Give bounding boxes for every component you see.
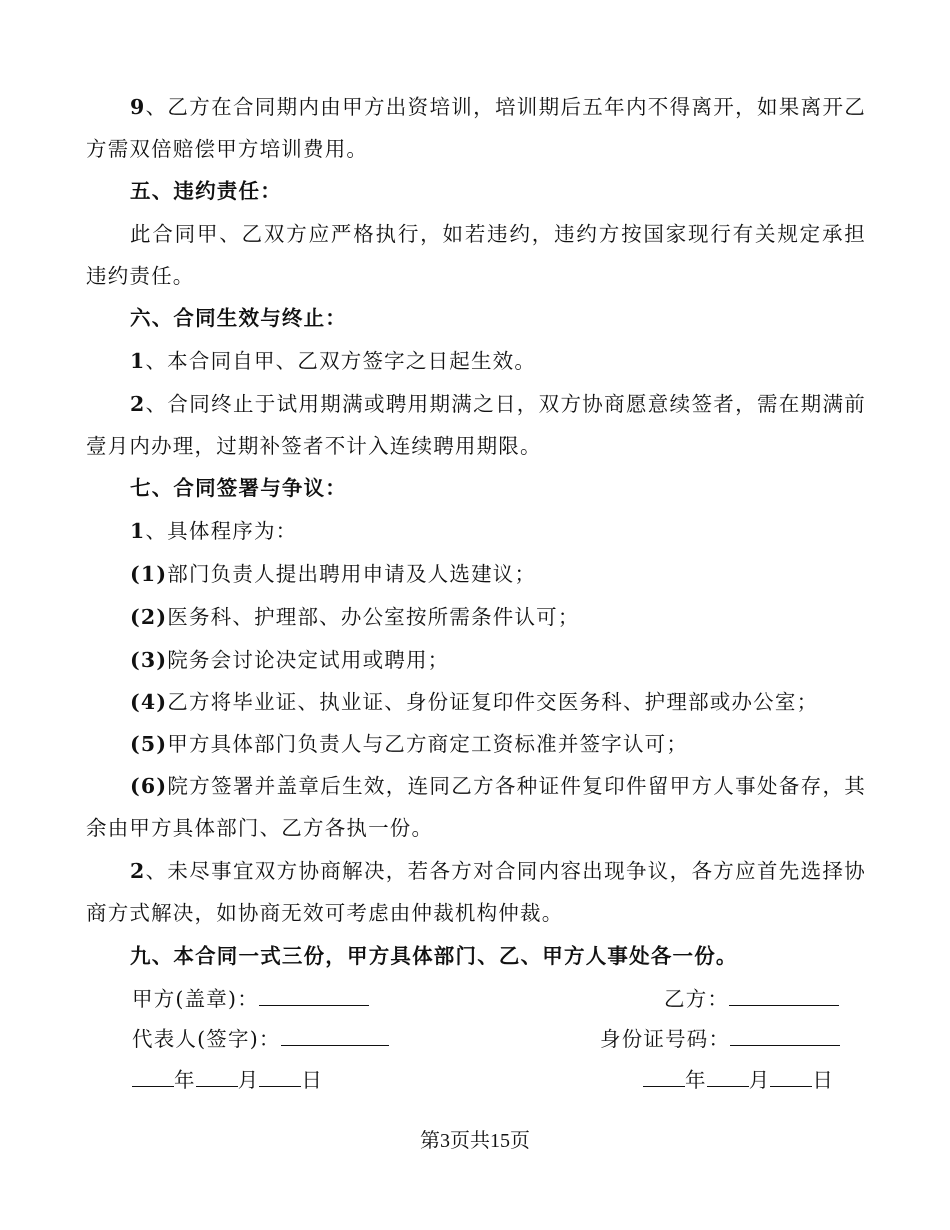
year-label: 年 (685, 1068, 707, 1092)
section-6-item-2 (86, 383, 866, 467)
party-a-date (132, 1066, 323, 1094)
section-7-item-2 (86, 850, 866, 934)
party-a-blank (259, 985, 369, 1006)
clause-9 (86, 86, 866, 170)
party-b-label: 乙方： (664, 987, 730, 1011)
section-6-heading: 六、合同生效与终止： (130, 306, 347, 330)
item-number: 2 (130, 392, 146, 416)
section-5-heading: 五、违约责任： (130, 179, 282, 203)
step-number: (2) (130, 605, 168, 629)
step-2 (86, 596, 866, 638)
month-blank (196, 1066, 238, 1087)
step-number: (1) (130, 562, 168, 586)
step-text: 医务科、护理部、办公室按所需条件认可； (167, 605, 580, 629)
day-blank (259, 1066, 301, 1087)
day-label: 日 (301, 1068, 324, 1092)
representative-blank (281, 1025, 389, 1046)
party-b-date (643, 1066, 834, 1094)
step-text: 甲方具体部门负责人与乙方商定工资标准并签字认可； (167, 732, 689, 756)
year-label: 年 (174, 1068, 196, 1092)
step-text: 乙方将毕业证、执业证、身份证复印件交医务科、护理部或办公室； (167, 690, 819, 714)
item-number: 2 (130, 859, 146, 883)
step-number: (6) (130, 774, 168, 798)
step-text: 部门负责人提出聘用申请及人选建议； (167, 562, 537, 586)
item-number: 1 (130, 519, 146, 543)
representative-signature (132, 1025, 389, 1053)
month-label: 月 (237, 1068, 260, 1092)
section-7-item-1 (86, 510, 866, 552)
step-number: (5) (130, 732, 168, 756)
id-number-field (600, 1025, 840, 1053)
step-5 (86, 723, 866, 765)
item-text: 、具体程序为： (145, 519, 298, 543)
section-7-heading: 七、合同签署与争议： (130, 476, 347, 500)
step-number: (3) (130, 648, 168, 672)
step-text: 院方签署并盖章后生效，连同乙方各种证件复印件留甲方人事处备存，其余由甲方具体部门、乙方各执一份。 (86, 774, 866, 840)
step-number: (4) (130, 690, 168, 714)
clause-number: 9 (130, 95, 146, 119)
step-text: 院务会讨论决定试用或聘用； (167, 648, 450, 672)
month-blank (707, 1066, 749, 1087)
step-4 (86, 681, 866, 723)
clause-text: 、乙方在合同期内由甲方出资培训，培训期后五年内不得离开，如果离开乙方需双倍赔偿甲方培训费用。 (86, 95, 866, 161)
day-label: 日 (812, 1068, 835, 1092)
id-number-blank (730, 1025, 840, 1046)
month-label: 月 (748, 1068, 771, 1092)
item-text: 、未尽事宜双方协商解决，若各方对合同内容出现争议，各方应首先选择协商方式解决，如协商无效可考虑由仲裁机构仲裁。 (86, 859, 866, 925)
item-text: 、合同终止于试用期满或聘用期满之日，双方协商愿意续签者，需在期满前壹月内办理，过期补签者不计入连续聘用期限。 (86, 392, 866, 458)
year-blank (643, 1066, 685, 1087)
day-blank (770, 1066, 812, 1087)
step-1 (86, 553, 866, 595)
step-3 (86, 639, 866, 681)
section-6-item-1 (86, 340, 866, 382)
id-number-label: 身份证号码： (600, 1027, 731, 1051)
party-b-blank (729, 985, 839, 1006)
party-a-label: 甲方(盖章)： (132, 987, 259, 1011)
page-footer: 第3页共15页 (420, 1130, 530, 1152)
party-a-signature (132, 985, 369, 1013)
step-6 (86, 765, 866, 849)
representative-label: 代表人(签字)： (132, 1027, 281, 1051)
section-5-text: 此合同甲、乙双方应严格执行，如若违约，违约方按国家现行有关规定承担违约责任。 (86, 222, 866, 288)
item-text: 、本合同自甲、乙双方签字之日起生效。 (145, 349, 537, 373)
year-blank (132, 1066, 174, 1087)
item-number: 1 (130, 349, 146, 373)
party-b-signature (664, 985, 839, 1013)
section-9: 九、本合同一式三份，甲方具体部门、乙、甲方人事处各一份。 (130, 944, 738, 968)
